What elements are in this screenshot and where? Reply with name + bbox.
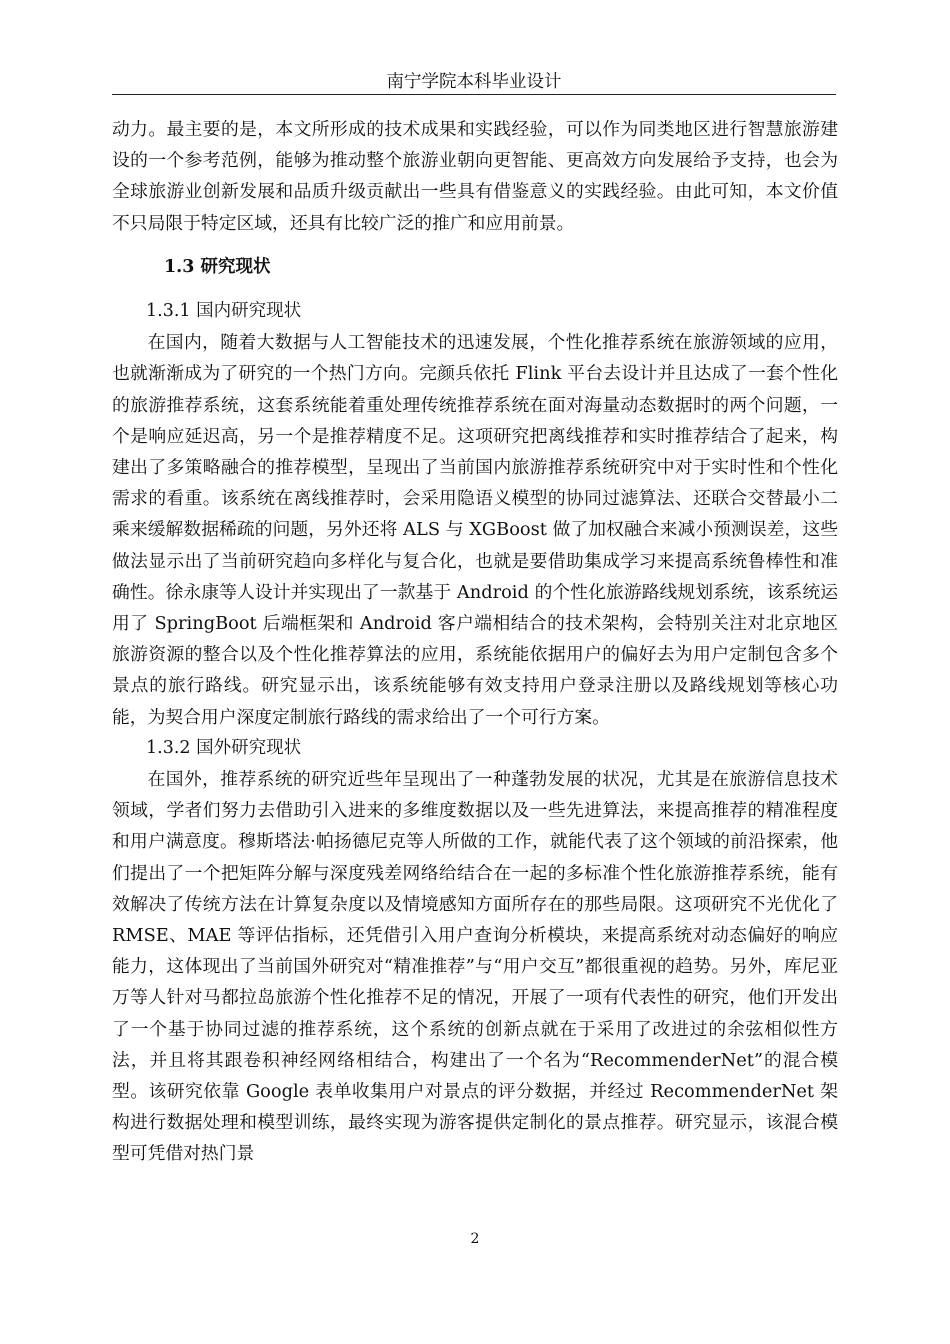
paragraph-domestic-research: 在国内，随着大数据与人工智能技术的迅速发展，个性化推荐系统在旅游领域的应用，也就渐渐成为了研究的一个热门方向。完颜兵依托 Flink 平台去设计并且达成了一套个性化的旅游推荐系统，这套系统能着重处理传统推荐系统在面对海量动态数据时的两个问题，一个是响应延迟高，另一个是推荐精度不足。这项研究把离线推荐和实时推荐结合了起来，构建出了多策略融合的推荐模型，呈现出了当前国内旅游推荐系统研究中对于实时性和个性化需求的看重。该系统在离线推荐时，会采用隐语义模型的协同过滤算法、还联合交替最小二乘来缓解数据稀疏的问题，另外还将 ALS 与 XGBoost 做了加权融合来减小预测误差，这些做法显示出了当前研究趋向多样化与复合化，也就是要借助集成学习来提高系统鲁棒性和准确性。徐永康等人设计并实现出了一款基于 Android 的个性化旅游路线规划系统，该系统运用了 SpringBoot 后端框架和 Android 客户端相结合的技术架构，会特别关注对北京地区旅游资源的整合以及个性化推荐算法的应用，系统能依据用户的偏好去为用户定制包含多个景点的旅行路线。研究显示出，该系统能够有效支持用户登录注册以及路线规划等核心功能，为契合用户深度定制旅行路线的需求给出了一个可行方案。 xyxy=(112,332,838,728)
page-number: 2 xyxy=(470,1231,480,1247)
document-body xyxy=(112,114,838,1170)
subsection-heading-1-3-2: 1.3.2 国外研究现状 xyxy=(146,737,302,758)
header-title: 南宁学院本科毕业设计 xyxy=(386,72,562,92)
page-header xyxy=(112,60,836,95)
paragraph-continuation: 动力。最主要的是，本文所形成的技术成果和实践经验，可以作为同类地区进行智慧旅游建设的一个参考范例，能够为推动整个旅游业朝向更智能、更高效方向发展给予支持，也会为全球旅游业创新发展和品质升级贡献出一些具有借鉴意义的实践经验。由此可知，本文价值不只局限于特定区域，还具有比较广泛的推广和应用前景。 xyxy=(112,119,838,234)
section-heading-1-3: 1.3 研究现状 xyxy=(164,256,271,277)
subsection-heading-1-3-1: 1.3.1 国内研究现状 xyxy=(146,301,302,321)
paragraph-foreign-research: 在国外，推荐系统的研究近些年呈现出了一种蓬勃发展的状况，尤其是在旅游信息技术领域，学者们努力去借助引入进来的多维度数据以及一些先进算法，来提高推荐的精准程度和用户满意度。穆斯塔法·帕扬德尼克等人所做的工作，就能代表了这个领域的前沿探索，他们提出了一个把矩阵分解与深度残差网络给结合在一起的多标准个性化旅游推荐系统，能有效解决了传统方法在计算复杂度以及情境感知方面所存在的那些局限。这项研究不光优化了 RMSE、MAE 等评估指标，还凭借引入用户查询分析模块，来提高系统对动态偏好的响应能力，这体现出了当前国外研究对“精准推荐”与“用户交互”都很重视的趋势。另外，库尼亚万等人针对马都拉岛旅游个性化推荐不足的情况，开展了一项有代表性的研究，他们开发出了一个基于协同过滤的推荐系统，这个系统的创新点就在于采用了改进过的余弦相似性方法，并且将其跟卷积神经网络相结合，构建出了一个名为“RecommenderNet”的混合模型。该研究依靠 Google 表单收集用户对景点的评分数据，并经过 RecommenderNet 架构进行数据处理和模型训练，最终实现为游客提供定制化的景点推荐。研究显示，该混合模型可凭借对热门景 xyxy=(112,769,838,1165)
